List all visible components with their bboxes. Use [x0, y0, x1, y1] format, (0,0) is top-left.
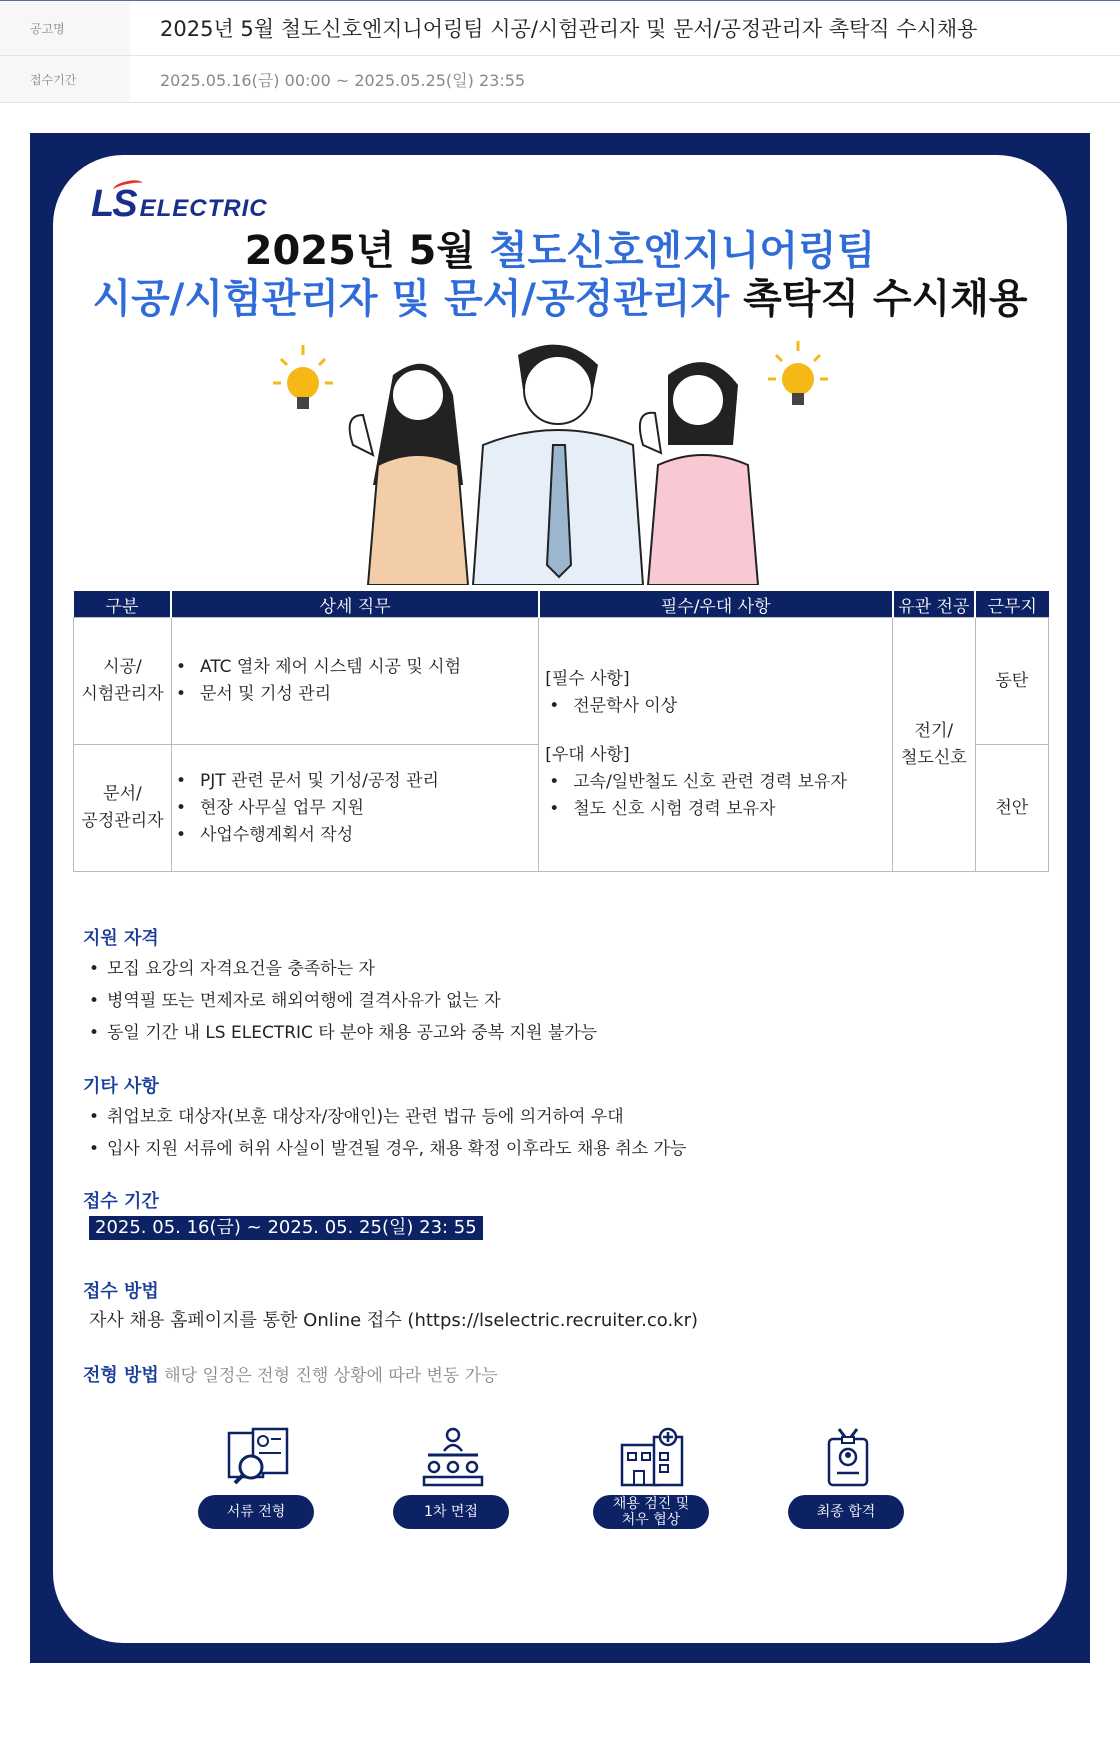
staff-illustration	[273, 335, 853, 585]
method-value: 자사 채용 홈페이지를 통한 Online 접수 (https://lselectric.recruiter.co.kr)	[89, 1310, 699, 1331]
lightbulb-icon	[273, 345, 333, 409]
woman-left-figure	[350, 364, 468, 585]
process-step	[198, 1427, 318, 1529]
list-item: • 사업수행계획서 작성	[200, 822, 538, 849]
job-table	[73, 591, 1049, 872]
process-step	[788, 1427, 908, 1529]
period-section	[83, 1188, 1043, 1240]
table-header: 필수/우대 사항	[539, 591, 893, 618]
poster-card	[53, 155, 1067, 1643]
work-location: 동탄	[975, 618, 1048, 745]
woman-right-figure	[640, 362, 758, 585]
logo-ls: LS	[91, 183, 136, 226]
notice-title-label: 공고명	[0, 1, 130, 55]
related-major: 전기/ 철도신호	[893, 618, 975, 872]
job-details	[171, 745, 538, 872]
notice-period-label: 접수기간	[0, 56, 130, 102]
notice-period-row	[0, 56, 1120, 103]
table-header: 구분	[74, 591, 172, 618]
notice-title: 2025년 5월 철도신호엔지니어링팀 시공/시험관리자 및 문서/공정관리자 촉탁직 수시채용	[160, 17, 978, 41]
job-details	[171, 618, 538, 745]
lightbulb-icon	[768, 341, 828, 405]
table-header: 유관 전공	[893, 591, 975, 618]
ls-electric-logo	[91, 183, 268, 226]
table-header: 상세 직무	[171, 591, 538, 618]
section-title: 기타 사항	[83, 1076, 159, 1097]
required-heading: [필수 사항]	[545, 669, 630, 689]
section-title: 지원 자격	[83, 928, 159, 949]
job-category: 문서/ 공정관리자	[74, 745, 172, 872]
list-item: • ATC 열차 제어 시스템 시공 및 시험	[200, 654, 538, 681]
section-title: 전형 방법 해당 일정은 전형 진행 상황에 따라 변동 가능	[83, 1365, 498, 1386]
work-location: 천안	[975, 745, 1048, 872]
list-item: • 현장 사무실 업무 지원	[200, 795, 538, 822]
list-item: • 문서 및 기성 관리	[200, 681, 538, 708]
section-title: 접수 방법	[83, 1281, 159, 1302]
process-step	[593, 1427, 713, 1529]
step-label: 1차 면접	[393, 1495, 509, 1529]
period-value: 2025. 05. 16(금) ~ 2025. 05. 25(일) 23: 55	[89, 1216, 483, 1240]
poster-title-line1: 2025년 5월 철도신호엔지니어링팀	[244, 228, 876, 274]
interview-icon	[418, 1427, 488, 1487]
notice-title-row	[0, 1, 1120, 56]
preferred-heading: [우대 사항]	[545, 745, 630, 765]
document-review-icon	[223, 1427, 293, 1487]
list-item: • 고속/일반철도 신호 관련 경력 보유자	[573, 769, 892, 796]
id-badge-icon	[813, 1427, 883, 1487]
table-row	[74, 618, 1049, 745]
step-label: 최종 합격	[788, 1495, 904, 1529]
method-section	[83, 1278, 1043, 1336]
list-item: • 동일 기간 내 LS ELECTRIC 타 분야 채용 공고와 중복 지원 불가능	[107, 1017, 1043, 1049]
list-item: • 입사 지원 서류에 허위 사실이 발견될 경우, 채용 확정 이후라도 채용 취소 가능	[107, 1133, 1043, 1165]
step-label: 서류 전형	[198, 1495, 314, 1529]
section-title: 접수 기간	[83, 1191, 159, 1212]
process-note: 해당 일정은 전형 진행 상황에 따라 변동 가능	[158, 1366, 498, 1386]
list-item: • 병역필 또는 면제자로 해외여행에 결격사유가 없는 자	[107, 985, 1043, 1017]
poster-title-line2: 시공/시험관리자 및 문서/공정관리자 촉탁직 수시채용	[92, 276, 1028, 322]
list-item: • 취업보호 대상자(보훈 대상자/장애인)는 관련 법규 등에 의거하여 우대	[107, 1101, 1043, 1133]
process-section	[83, 1362, 1043, 1390]
list-item: • PJT 관련 문서 및 기성/공정 관리	[200, 768, 538, 795]
job-category: 시공/ 시험관리자	[74, 618, 172, 745]
process-step	[393, 1427, 513, 1529]
list-item: • 모집 요강의 자격요건을 충족하는 자	[107, 953, 1043, 985]
list-item: • 전문학사 이상	[573, 693, 892, 720]
requirements	[539, 618, 893, 872]
qualification-section	[83, 925, 1043, 1049]
logo-electric: ELECTRIC	[139, 195, 268, 222]
hospital-icon	[618, 1427, 688, 1487]
recruitment-poster	[30, 133, 1090, 1663]
table-header: 근무지	[975, 591, 1048, 618]
notice-period: 2025.05.16(금) 00:00 ~ 2025.05.25(일) 23:55	[160, 70, 526, 90]
list-item: • 철도 신호 시험 경력 보유자	[573, 796, 892, 823]
step-label: 채용 검진 및 처우 협상	[593, 1495, 709, 1529]
man-center-figure	[473, 345, 643, 585]
etc-section	[83, 1073, 1043, 1165]
